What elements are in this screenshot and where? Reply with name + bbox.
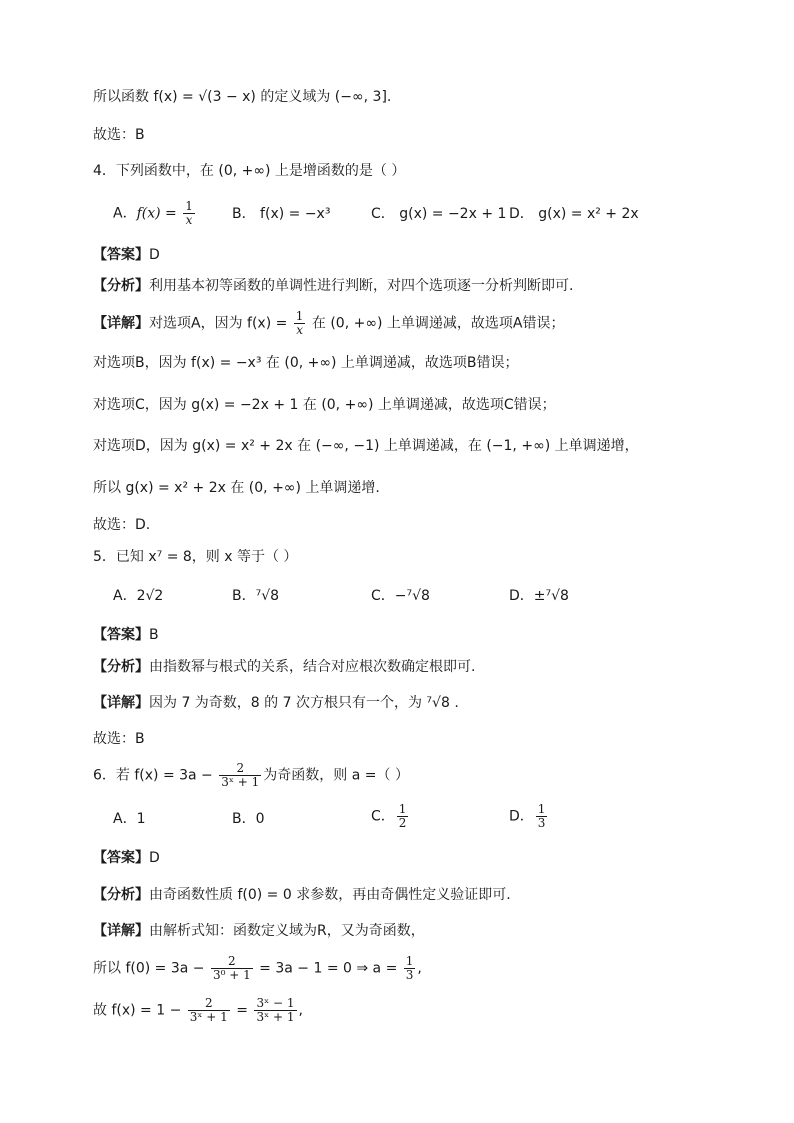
q4-detail-c: 对选项C，因为 g(x) = −2x + 1 在 (0, +∞) 上单调递减，故选项C错误； [93,397,556,413]
q5-answer: 【答案】B [93,627,159,643]
q4-answer: 【答案】D [93,247,160,263]
q4-choice: 故选：D. [93,517,151,533]
q4-detail-a: 【详解】对选项A，因为 f(x) = $\frac{1}{x}$ 在 (0, +∞) 上单调递减，故选项A错误； [93,309,565,337]
question-4-stem: 4．下列函数中，在 (0, +∞) 上是增函数的是（ ） [93,163,406,179]
q6-analysis: 【分析】由奇函数性质 f(0) = 0 求参数，再由奇偶性定义验证即可. [93,887,511,903]
q5-choice: 故选：B [93,731,145,747]
q4-option-a: A．f(x) = $\frac{1}{x}$ [113,199,193,227]
q6-option-a: A．1 [113,811,146,827]
q5-detail: 【详解】因为 7 为奇数，8 的 7 次方根只有一个，为 ⁷√8 . [93,695,459,711]
fraction: $\frac{2}{\text{3⁰ + 1}}$ [212,954,251,982]
q4-conclusion: 所以 g(x) = x² + 2x 在 (0, +∞) 上单调递增. [93,480,380,496]
text-line: 故选：B [93,127,145,143]
fraction: $\frac{1}{x}$ [185,199,193,227]
q5-option-c: C．−⁷√8 [371,588,430,604]
q4-option-d: D． g(x) = x² + 2x [509,206,639,222]
q4-detail-b: 对选项B，因为 f(x) = −x³ 在 (0, +∞) 上单调递减，故选项B错误； [93,355,519,371]
q6-option-c: C． $\frac{1}{2}$ [371,802,407,830]
q4-analysis: 【分析】利用基本初等函数的单调性进行判断，对四个选项逐一分析判断即可. [93,278,574,294]
fraction: $\frac{1}{2}$ [398,802,407,830]
q6-step-2: 故 f(x) = 1 − $\frac{2}{\text{3ˣ + 1}}$ = $\frac{\text{3ˣ − 1}}{\text{3ˣ + 1}}$ , [93,996,303,1024]
q5-option-a: A．2√2 [113,588,164,604]
q5-option-b: B．⁷√8 [232,588,280,604]
fraction: $\frac{1}{3}$ [537,802,546,830]
q6-answer: 【答案】D [93,850,160,866]
question-6-stem: 6．若 f(x) = 3a − $\frac{2}{\text{3ˣ + 1}}$ 为奇函数，则 a =（ ） [93,761,409,789]
q4-detail-d: 对选项D，因为 g(x) = x² + 2x 在 (−∞, −1) 上单调递减，在 (−1, +∞) 上单调递增， [93,438,639,454]
q6-detail: 【详解】由解析式知：函数定义域为R，又为奇函数， [93,923,425,939]
fraction: $\frac{1}{x}$ [295,309,304,337]
q4-option-b: B． f(x) = −x³ [232,206,331,222]
text-line: 所以函数 f(x) = √(3 − x) 的定义域为 (−∞, 3]. [93,89,392,105]
fraction: $\frac{2}{\text{3ˣ + 1}}$ [221,761,260,789]
question-5-stem: 5．已知 x⁷ = 8，则 x 等于（ ） [93,549,298,565]
q6-option-d: D． $\frac{1}{3}$ [509,802,546,830]
q5-option-d: D．±⁷√8 [509,588,569,604]
q6-step-1: 所以 f(0) = 3a − $\frac{2}{\text{3⁰ + 1}}$ = 3a − 1 = 0 ⇒ a = $\frac{1}{3}$ , [93,954,422,982]
q5-analysis: 【分析】由指数幂与根式的关系，结合对应根次数确定根即可. [93,659,476,675]
fraction: $\frac{1}{3}$ [405,954,414,982]
q4-option-c: C． g(x) = −2x + 1 [371,206,507,222]
q6-option-b: B．0 [232,811,265,827]
fraction: $\frac{2}{\text{3ˣ + 1}}$ [189,996,228,1024]
fraction: $\frac{\text{3ˣ − 1}}{\text{3ˣ + 1}}$ [256,996,295,1024]
